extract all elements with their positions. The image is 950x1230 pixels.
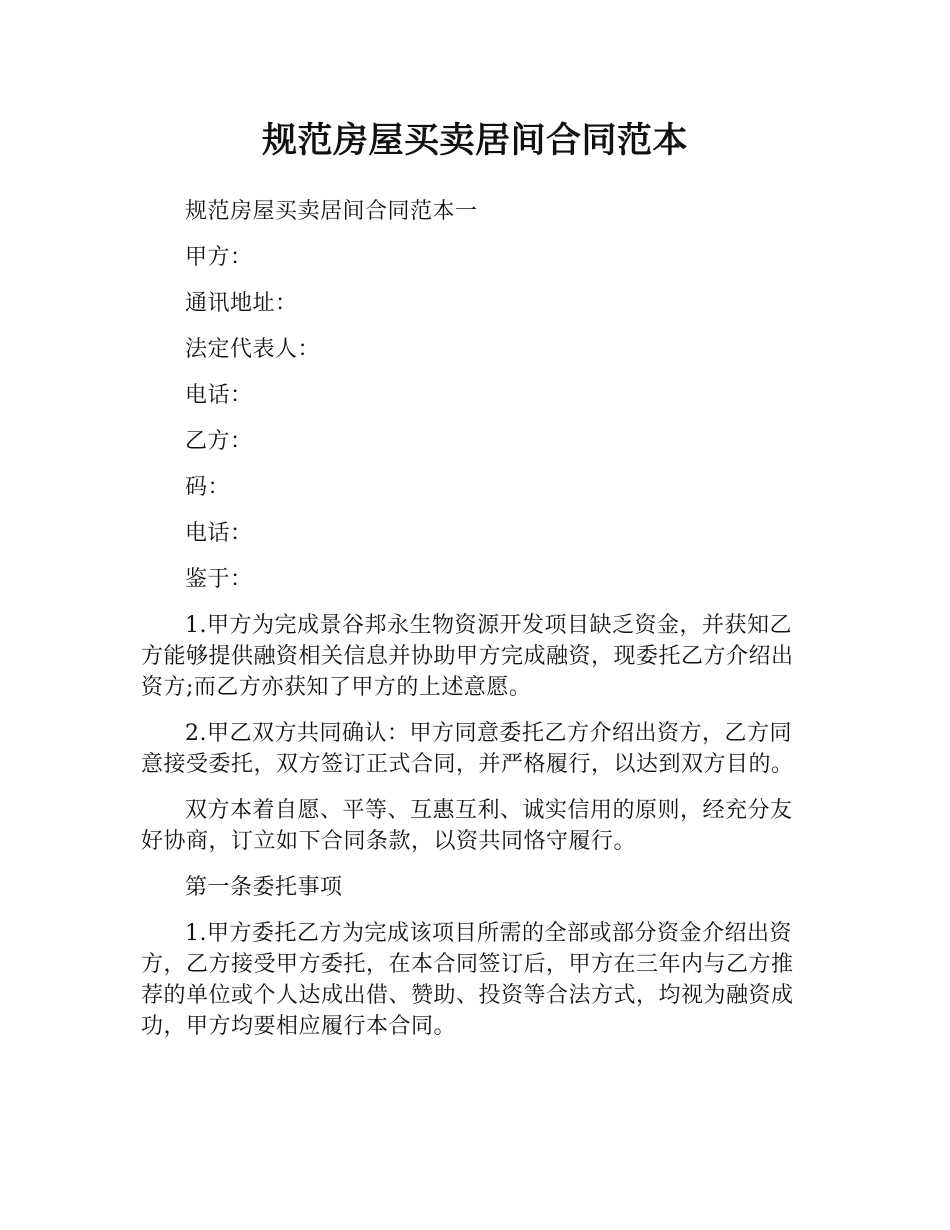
- paragraph-address: 通讯地址：: [185, 291, 298, 316]
- paragraph-principles: 双方本着自愿、平等、互惠互利、诚实信用的原则，经充分友好协商，订立如下合同条款，以资共同恪守履行。: [141, 798, 793, 854]
- paragraph-phone-a: 电话：: [185, 383, 253, 408]
- paragraph-party-a: 甲方：: [185, 245, 253, 270]
- document-body: [141, 196, 811, 1057]
- paragraph-article-1-clause-1: 1.甲方委托乙方为完成该项目所需的全部或部分资金介绍出资方，乙方接受甲方委托，在本合同签订后，甲方在三年内与乙方推荐的单位或个人达成出借、赞助、投资等合法方式，均视为融资成功，甲方均要相应履行本合同。: [141, 921, 794, 1039]
- paragraph-phone-b: 电话：: [185, 521, 253, 546]
- paragraph-article-1-title: 第一条委托事项: [185, 875, 343, 900]
- paragraph-recital-1: 1.甲方为完成景谷邦永生物资源开发项目缺乏资金，并获知乙方能够提供融资相关信息并协助甲方完成融资，现委托乙方介绍出资方;而乙方亦获知了甲方的上述意愿。: [141, 613, 794, 700]
- document-title: 规范房屋买卖居间合同范本: [261, 121, 688, 161]
- paragraph-recital-2: 2.甲乙双方共同确认：甲方同意委托乙方介绍出资方，乙方同意接受委托，双方签订正式合同，并严格履行，以达到双方目的。: [141, 721, 794, 777]
- paragraph-whereas: 鉴于：: [185, 567, 253, 592]
- paragraph-heading: 规范房屋买卖居间合同范本一: [185, 199, 478, 224]
- paragraph-party-b: 乙方：: [185, 429, 253, 454]
- paragraph-legal-representative: 法定代表人：: [185, 337, 321, 362]
- paragraph-code: 码：: [185, 475, 231, 500]
